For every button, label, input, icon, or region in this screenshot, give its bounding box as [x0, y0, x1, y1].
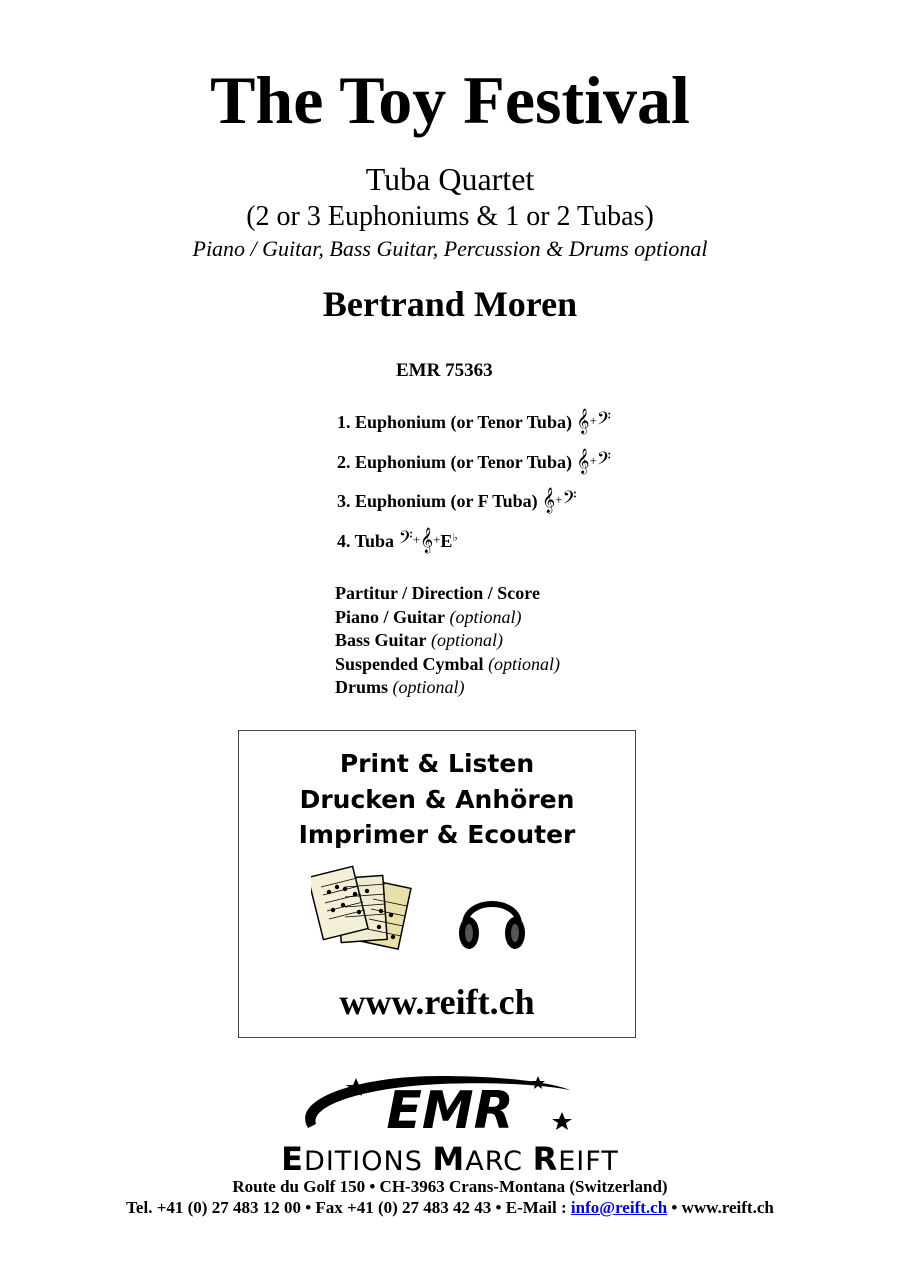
- treble-clef-icon: 𝄞: [542, 488, 556, 513]
- optional-instruments: Piano / Guitar, Bass Guitar, Percussion & Drums optional: [192, 236, 708, 261]
- emr-subtitle: EDITIONS MARC REIFT: [281, 1140, 619, 1178]
- promo-url: www.reift.ch: [339, 982, 535, 1022]
- print-listen-box: [238, 730, 636, 1038]
- promo-line-fr: Imprimer & Ecouter: [298, 820, 576, 849]
- emr-logo-text: EMR: [386, 1081, 514, 1140]
- bass-clef-icon: 𝄢: [596, 449, 611, 474]
- promo-line-de: Drucken & Anhören: [299, 785, 575, 814]
- catalog-number: EMR 75363: [396, 360, 493, 381]
- part-4: 4. Tuba 𝄢+𝄞+E♭: [337, 528, 458, 553]
- list-item: Drums (optional): [335, 677, 465, 697]
- eb-key: E♭: [440, 531, 458, 551]
- sheet-music-icon: [311, 865, 441, 965]
- treble-clef-icon: 𝄞: [576, 409, 590, 434]
- bass-clef-icon: 𝄢: [562, 488, 577, 513]
- part-1: 1. Euphonium (or Tenor Tuba) 𝄞+𝄢: [337, 409, 611, 434]
- footer-address: Route du Golf 150 • CH-3963 Crans-Montana (Switzerland): [232, 1177, 668, 1196]
- title: The Toy Festival: [210, 62, 690, 138]
- list-item: Piano / Guitar (optional): [335, 606, 522, 627]
- part-label: 1. Euphonium (or Tenor Tuba): [337, 412, 572, 432]
- subtitle: Tuba Quartet: [365, 161, 535, 197]
- headphones-icon: [455, 883, 529, 957]
- list-item: Suspended Cymbal (optional): [335, 653, 561, 674]
- list-item: Bass Guitar (optional): [335, 630, 504, 650]
- emr-logo: [300, 1068, 600, 1140]
- part-2: 2. Euphonium (or Tenor Tuba) 𝄞+𝄢: [337, 449, 611, 474]
- bass-clef-icon: 𝄢: [596, 409, 611, 434]
- part-label: 2. Euphonium (or Tenor Tuba): [337, 452, 572, 472]
- email-link[interactable]: info@reift.ch: [570, 1198, 668, 1217]
- part-3: 3. Euphonium (or F Tuba) 𝄞+𝄢: [337, 488, 577, 513]
- footer-contact: Tel. +41 (0) 27 483 12 00 • Fax +41 (0) 27 483 42 43 • E-Mail : info@reift.ch • www.reift.ch: [126, 1198, 774, 1217]
- extras-list: [335, 582, 560, 700]
- treble-clef-icon: 𝄞: [576, 449, 590, 474]
- part-label: 4. Tuba: [337, 531, 395, 551]
- bass-clef-icon: 𝄢: [398, 528, 413, 553]
- instrumentation: (2 or 3 Euphoniums & 1 or 2 Tubas): [246, 201, 654, 232]
- composer: Bertrand Moren: [322, 284, 578, 324]
- promo-line-en: Print & Listen: [339, 749, 535, 778]
- treble-clef-icon: 𝄞: [420, 528, 434, 553]
- list-item: Partitur / Direction / Score: [335, 583, 540, 603]
- part-label: 3. Euphonium (or F Tuba): [337, 491, 538, 511]
